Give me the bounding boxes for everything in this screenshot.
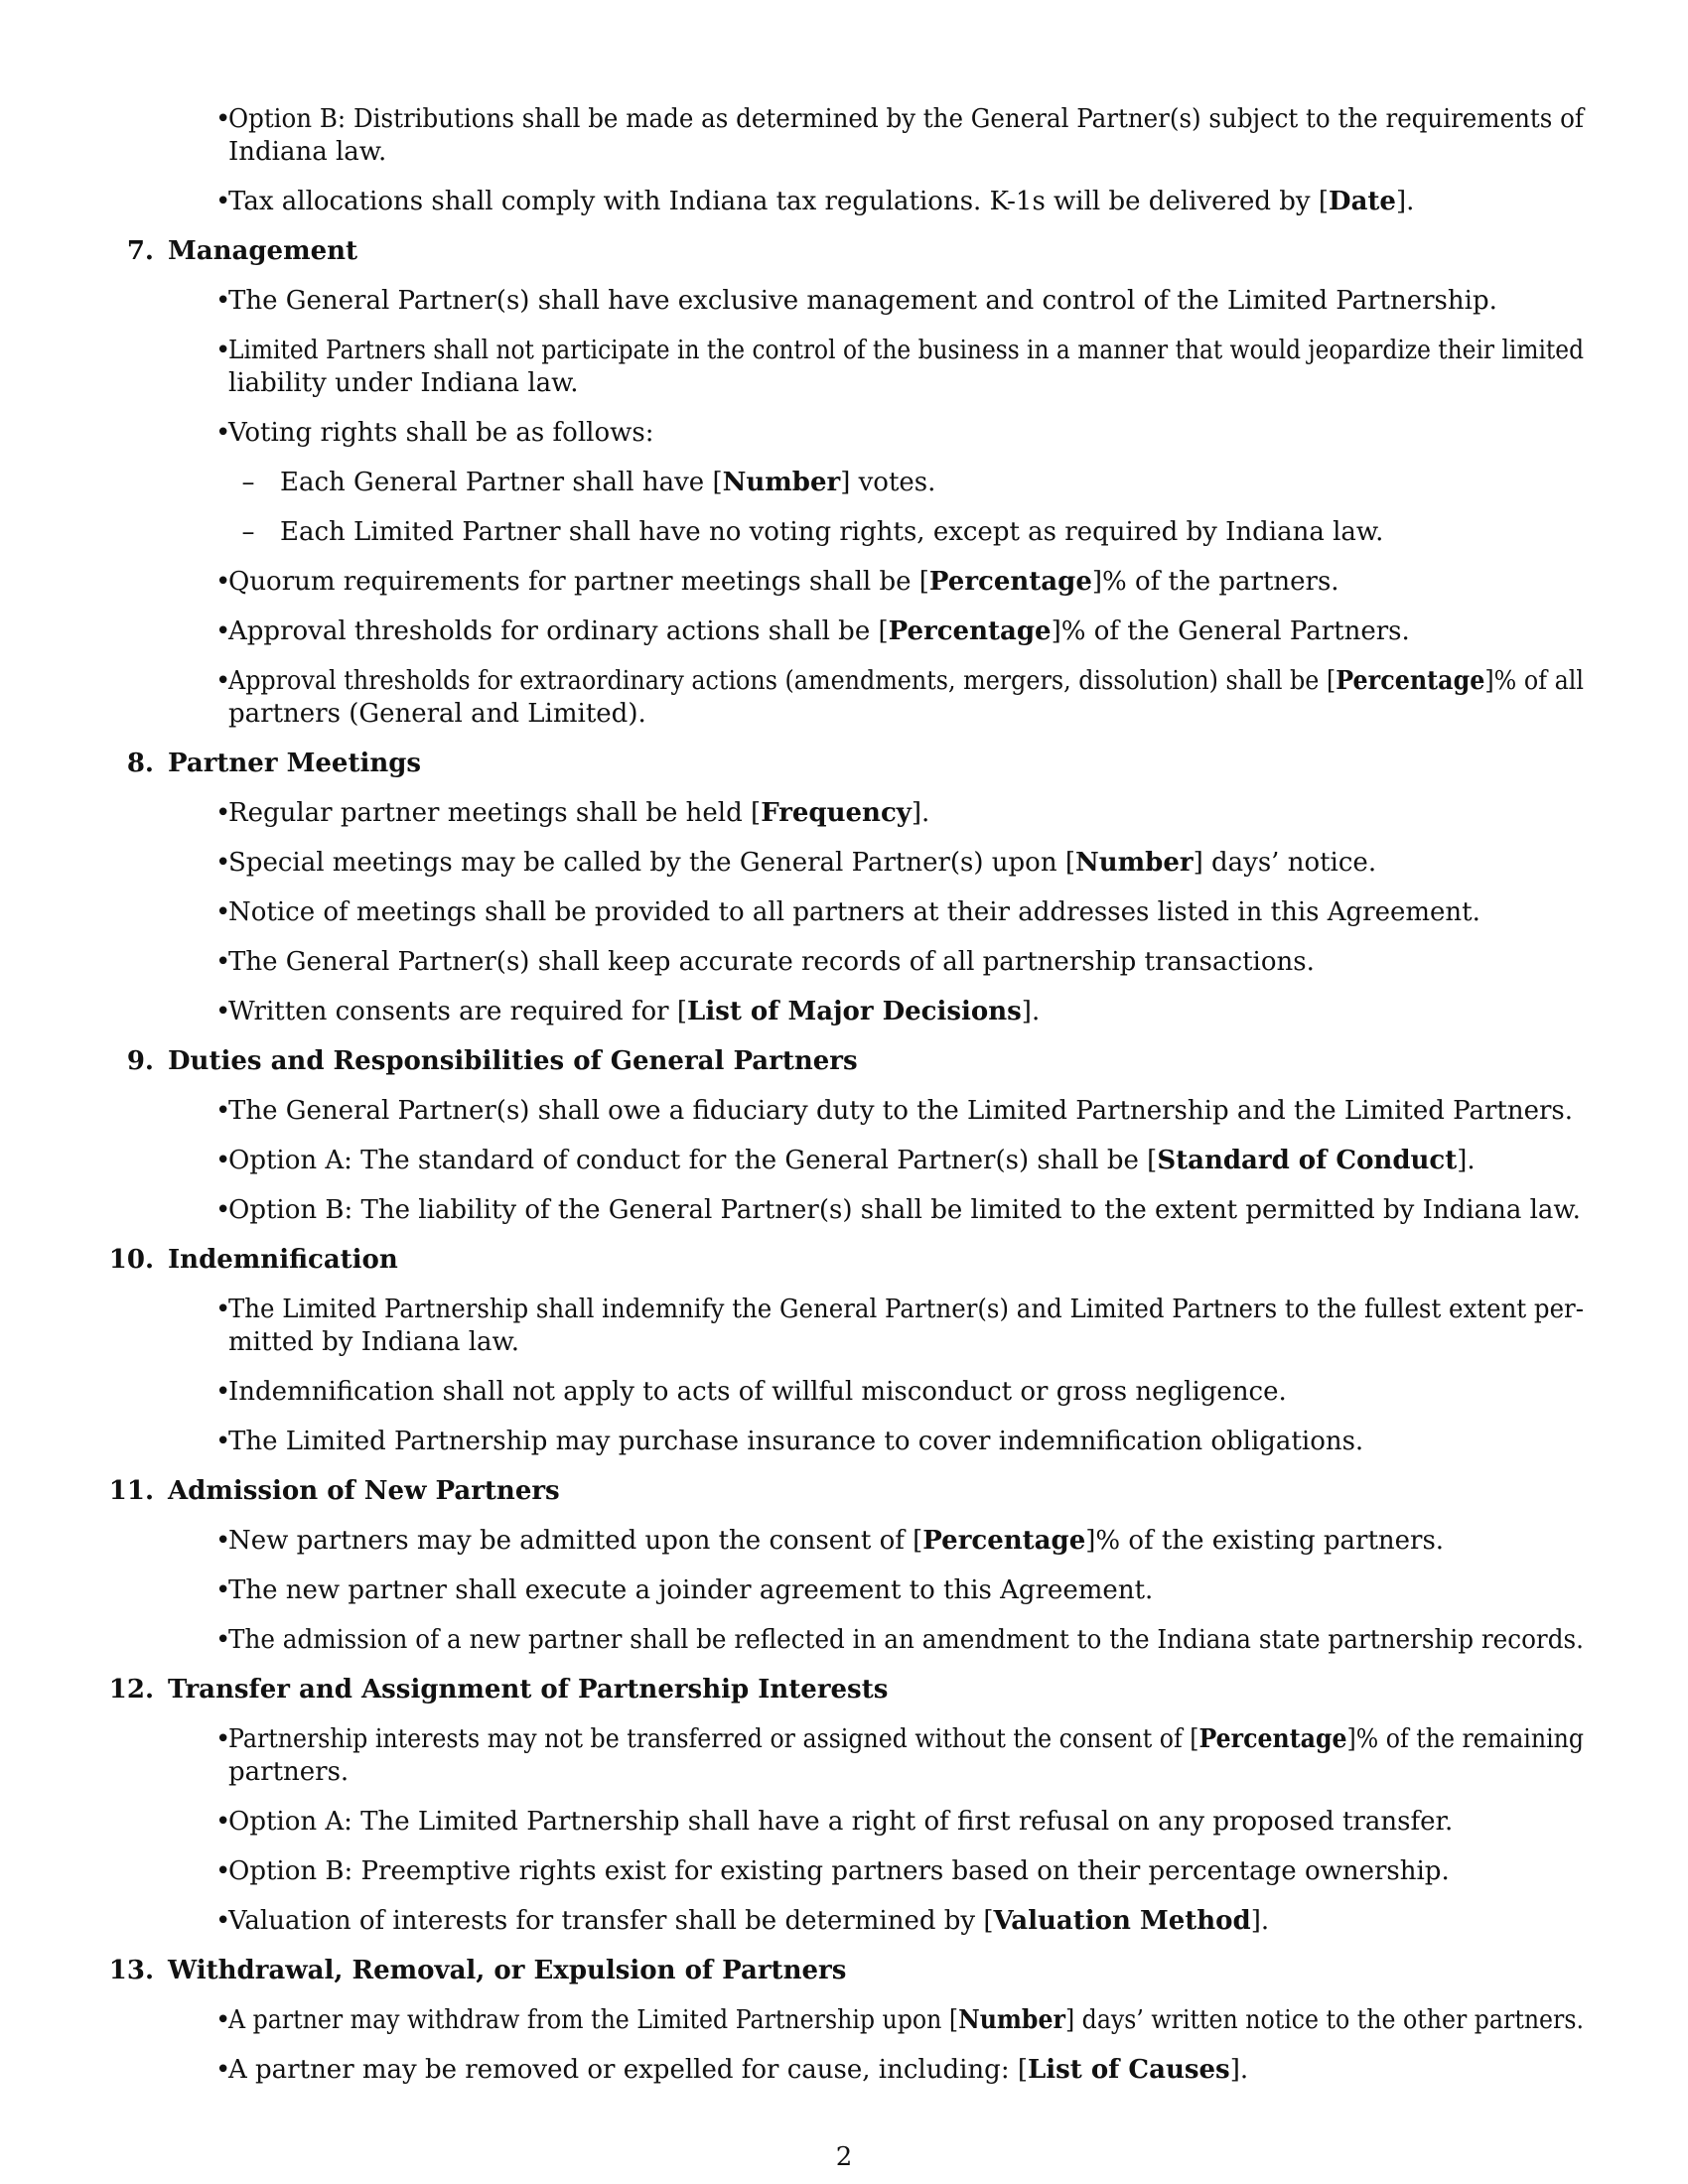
bullet-marker: • <box>215 947 231 977</box>
text-run: liability under Indiana law. <box>228 368 579 398</box>
text-run: ]% of the remaining <box>1346 1724 1584 1754</box>
text-run: Written consents are required for [ <box>228 997 688 1026</box>
placeholder-field: List of Major Decisions <box>687 997 1022 1026</box>
list-item-line <box>228 104 1584 134</box>
text-run: Special meetings may be called by the General Partner(s) upon [ <box>228 848 1075 878</box>
text-run: Each General Partner shall have [ <box>280 468 723 497</box>
bullet-marker: • <box>215 848 231 878</box>
bullet-marker: • <box>215 2005 231 2035</box>
bullet-marker: • <box>215 104 231 134</box>
text-run: The Limited Partnership shall indemnify the General Partner(s) and Limited Partners to the fullest extent per- <box>228 1295 1584 1324</box>
text-run: ]. <box>1457 1146 1476 1175</box>
list-item-line <box>228 1377 1287 1407</box>
placeholder-field: Number <box>722 468 841 497</box>
placeholder-field: Percentage <box>888 616 1052 646</box>
list-item-line <box>228 286 1497 316</box>
list-item-line <box>228 1195 1581 1225</box>
text-run: Voting rights shall be as follows: <box>228 418 654 448</box>
list-item-line <box>228 1807 1453 1837</box>
text-run: ]. <box>911 798 930 828</box>
placeholder-field: Number <box>1074 848 1194 878</box>
bullet-marker: • <box>215 1427 231 1456</box>
list-item-line <box>228 798 929 828</box>
placeholder-field: Date <box>1329 187 1396 216</box>
section-heading: Withdrawal, Removal, or Expulsion of Partners <box>168 1956 847 1985</box>
text-run: Indemnification shall not apply to acts of willful misconduct or gross negligence. <box>228 1377 1287 1407</box>
text-run: The General Partner(s) shall owe a fiduciary duty to the Limited Partnership and the Limited Partners. <box>228 1096 1574 1126</box>
section-number: 9. <box>126 1046 154 1076</box>
bullet-marker: • <box>215 1625 231 1655</box>
text-run: Quorum requirements for partner meetings shall be [ <box>228 567 929 597</box>
list-item-line <box>228 187 1414 216</box>
list-item-line <box>228 1575 1153 1605</box>
bullet-marker: • <box>215 1807 231 1837</box>
bullet-marker: • <box>215 1146 231 1175</box>
placeholder-field: List of Causes <box>1027 2055 1230 2085</box>
bullet-marker: • <box>215 1195 231 1225</box>
list-item-line <box>228 947 1315 977</box>
text-run: ] days’ notice. <box>1193 848 1377 878</box>
section-number: 11. <box>108 1476 154 1506</box>
bullet-marker: • <box>215 567 231 597</box>
text-run: ]% of the partners. <box>1091 567 1339 597</box>
placeholder-field: Percentage <box>928 567 1092 597</box>
placeholder-field: Percentage <box>1198 1724 1347 1754</box>
text-run: mitted by Indiana law. <box>228 1327 519 1357</box>
list-item-line <box>228 137 386 167</box>
list-item-line <box>228 368 579 398</box>
bullet-marker: • <box>215 1856 231 1886</box>
list-item-line <box>228 418 653 448</box>
text-run: ]. <box>1395 187 1415 216</box>
text-run: ]% of the General Partners. <box>1051 616 1410 646</box>
section-number: 10. <box>108 1245 154 1275</box>
list-item-line <box>228 997 1040 1026</box>
text-run: Option B: Distributions shall be made as determined by the General Partner(s) subject to the requirements of <box>228 104 1584 134</box>
section-number: 13. <box>108 1956 154 1985</box>
placeholder-field: Frequency <box>761 798 912 828</box>
text-run: The admission of a new partner shall be reflected in an amendment to the Indiana state partnership records. <box>228 1625 1584 1655</box>
list-item-line <box>228 897 1480 927</box>
text-run: New partners may be admitted upon the consent of [ <box>228 1526 923 1556</box>
list-item-line <box>228 1427 1363 1456</box>
list-item-line <box>228 1146 1476 1175</box>
text-run: Option B: Preemptive rights exist for existing partners based on their percentage ownership. <box>228 1856 1450 1886</box>
bullet-marker: • <box>215 1096 231 1126</box>
list-item-line <box>228 1096 1573 1126</box>
list-item-line <box>228 1906 1269 1936</box>
bullet-marker: • <box>215 1526 231 1556</box>
text-run: Indiana law. <box>228 137 387 167</box>
text-run: The Limited Partnership may purchase insurance to cover indemnification obligations. <box>228 1427 1364 1456</box>
list-item-line <box>228 567 1339 597</box>
text-run: The General Partner(s) shall keep accurate records of all partnership transactions. <box>228 947 1315 977</box>
bullet-marker: • <box>215 1575 231 1605</box>
text-run: ] days’ written notice to the other partners. <box>1064 2005 1584 2035</box>
bullet-marker: • <box>215 798 231 828</box>
text-run: Option A: The standard of conduct for the General Partner(s) shall be [ <box>228 1146 1158 1175</box>
list-item-line <box>228 666 1584 696</box>
text-run: partners (General and Limited). <box>228 699 646 729</box>
text-run: Regular partner meetings shall be held [ <box>228 798 762 828</box>
bullet-marker: • <box>215 997 231 1026</box>
text-run: ]% of the existing partners. <box>1085 1526 1445 1556</box>
bullet-marker: • <box>215 666 231 696</box>
text-run: Limited Partners shall not participate in the control of the business in a manner that would jeopardize their limited <box>228 336 1584 365</box>
text-run: Approval thresholds for ordinary actions shall be [ <box>228 616 889 646</box>
text-run: ]. <box>1250 1906 1270 1936</box>
dash-marker: – <box>241 517 255 547</box>
text-run: Notice of meetings shall be provided to all partners at their addresses listed in this Agreement. <box>228 897 1480 927</box>
section-heading: Transfer and Assignment of Partnership Interests <box>168 1675 889 1705</box>
text-run: A partner may be removed or expelled for cause, including: [ <box>228 2055 1028 2085</box>
text-run: Partnership interests may not be transferred or assigned without the consent of [ <box>228 1724 1199 1754</box>
dash-marker: – <box>241 468 255 497</box>
section-heading: Duties and Responsibilities of General Partners <box>168 1046 858 1076</box>
list-item-line <box>228 1724 1584 1754</box>
list-item-line <box>228 336 1584 365</box>
placeholder-field: Percentage <box>922 1526 1086 1556</box>
placeholder-field: Number <box>958 2005 1065 2035</box>
section-heading: Partner Meetings <box>168 749 422 778</box>
text-run: Option B: The liability of the General Partner(s) shall be limited to the extent permitted by Indiana law. <box>228 1195 1581 1225</box>
list-item-line <box>228 616 1410 646</box>
bullet-marker: • <box>215 1724 231 1754</box>
section-number: 8. <box>126 749 154 778</box>
section-heading: Management <box>168 236 358 266</box>
list-item-line <box>228 2055 1248 2085</box>
page-number: 2 <box>835 2142 853 2172</box>
list-item-line <box>228 1526 1444 1556</box>
bullet-marker: • <box>215 418 231 448</box>
text-run: Option A: The Limited Partnership shall have a right of first refusal on any proposed transfer. <box>228 1807 1454 1837</box>
text-run: ] votes. <box>840 468 936 497</box>
placeholder-field: Valuation Method <box>993 1906 1251 1936</box>
list-item-line <box>228 1757 349 1787</box>
text-run: Each Limited Partner shall have no voting rights, except as required by Indiana law. <box>280 517 1384 547</box>
list-item-line <box>228 2005 1584 2035</box>
text-run: Valuation of interests for transfer shall be determined by [ <box>228 1906 994 1936</box>
section-number: 12. <box>108 1675 154 1705</box>
bullet-marker: • <box>215 1906 231 1936</box>
list-item-line <box>228 1327 519 1357</box>
list-item-line <box>228 1295 1584 1324</box>
list-item-line <box>280 517 1383 547</box>
text-run: Approval thresholds for extraordinary actions (amendments, mergers, dissolution) shall be [ <box>228 666 1336 696</box>
text-run: The new partner shall execute a joinder agreement to this Agreement. <box>228 1575 1154 1605</box>
list-item-line <box>280 468 935 497</box>
placeholder-field: Percentage <box>1336 666 1485 696</box>
placeholder-field: Standard of Conduct <box>1157 1146 1458 1175</box>
list-item-line <box>228 848 1376 878</box>
text-run: A partner may withdraw from the Limited Partnership upon [ <box>228 2005 959 2035</box>
section-number: 7. <box>126 236 154 266</box>
list-item-line <box>228 1856 1450 1886</box>
text-run: Tax allocations shall comply with Indiana tax regulations. K-1s will be delivered by [ <box>228 187 1330 216</box>
bullet-marker: • <box>215 897 231 927</box>
bullet-marker: • <box>215 1377 231 1407</box>
text-run: The General Partner(s) shall have exclusive management and control of the Limited Partnership. <box>228 286 1497 316</box>
bullet-marker: • <box>215 2055 231 2085</box>
list-item-line <box>228 699 646 729</box>
bullet-marker: • <box>215 616 231 646</box>
section-heading: Admission of New Partners <box>168 1476 560 1506</box>
text-run: ]% of all <box>1484 666 1584 696</box>
text-run: ]. <box>1021 997 1041 1026</box>
bullet-marker: • <box>215 1295 231 1324</box>
list-item-line <box>228 1625 1584 1655</box>
bullet-marker: • <box>215 187 231 216</box>
text-run: ]. <box>1229 2055 1249 2085</box>
bullet-marker: • <box>215 286 231 316</box>
section-heading: Indemnification <box>168 1245 398 1275</box>
bullet-marker: • <box>215 336 231 365</box>
text-run: partners. <box>228 1757 350 1787</box>
